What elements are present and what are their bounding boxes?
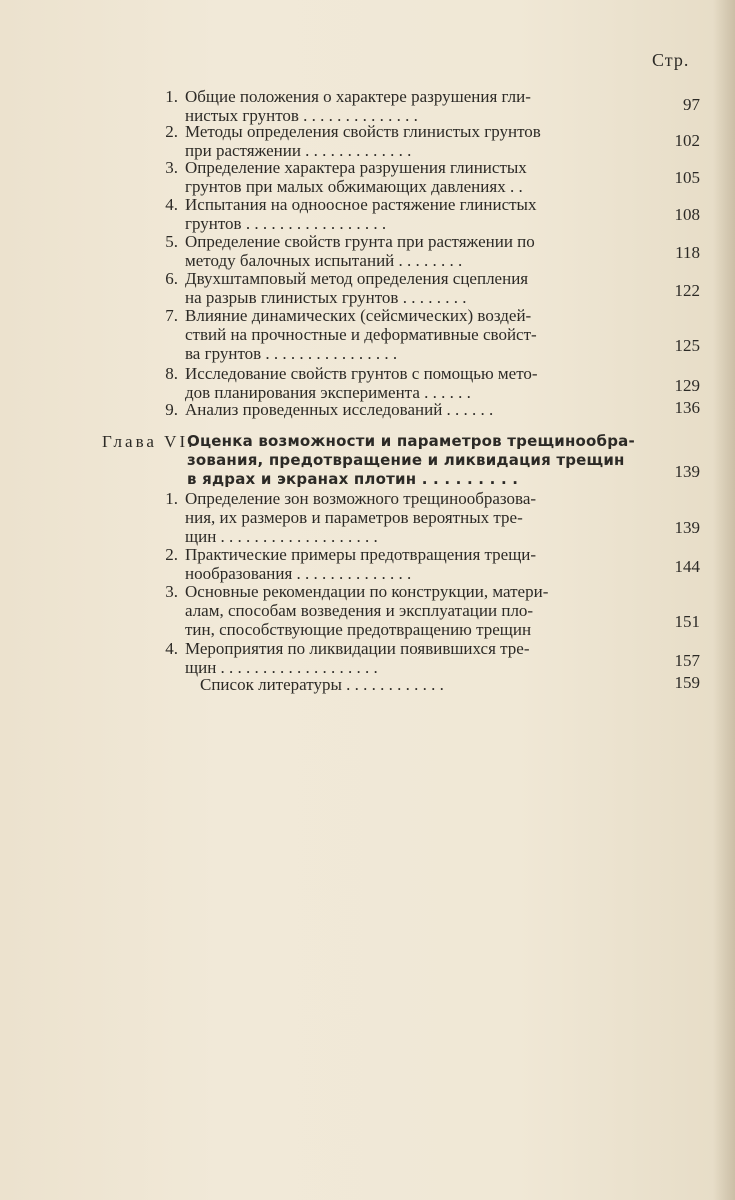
entry-line: Определение характера разрушения глинистых <box>185 158 527 177</box>
entry-page-number: 108 <box>674 205 700 224</box>
entry-page-number: 118 <box>675 243 700 262</box>
entry-page-number: 159 <box>674 673 700 692</box>
entry-page-number: 144 <box>674 557 700 576</box>
entry-line: Мероприятия по ликвидации появившихся тре- <box>185 639 530 658</box>
entry-number: 4. <box>165 195 178 214</box>
entry-line: ствий на прочностные и деформативные свойст- <box>185 325 537 344</box>
entry-line: грунтов . . . . . . . . . . . . . . . . . <box>185 214 387 233</box>
chapter-title-line: зования, предотвращение и ликвидация трещин <box>187 451 625 469</box>
entry-title <box>185 158 527 196</box>
entry-line: Практические примеры предотвращения трещи- <box>185 545 537 564</box>
chapter-label: Глава VI. <box>102 432 196 451</box>
entry-line: Методы определения свойств глинистых грунтов <box>185 122 541 141</box>
entry-page-number: 139 <box>674 518 700 537</box>
entry-number: 8. <box>165 364 178 383</box>
entry-title <box>185 232 535 270</box>
entry-line: тин, способствующие предотвращению трещин <box>185 620 532 639</box>
entry-title <box>185 122 541 160</box>
entry-number: 7. <box>165 306 178 325</box>
entry-number: 3. <box>165 158 178 177</box>
entry-line: дов планирования эксперимента . . . . . . <box>185 383 471 402</box>
entry-number: 1. <box>165 489 178 508</box>
entry-title <box>185 269 528 307</box>
entry-number: 6. <box>165 269 178 288</box>
entry-number: 2. <box>165 545 178 564</box>
entry-line: Определение свойств грунта при растяжении по <box>185 232 535 251</box>
chapter-page-number: 139 <box>674 462 700 481</box>
entry-number: 1. <box>165 87 178 106</box>
entry-title <box>185 87 531 125</box>
entry-line: Определение зон возможного трещинообразова- <box>185 489 537 508</box>
entry-number: 2. <box>165 122 178 141</box>
entry-page-number: 97 <box>683 95 700 114</box>
entry-title <box>185 306 537 363</box>
entry-line: Основные рекомендации по конструкции, матери- <box>185 582 549 601</box>
entry-line: Исследование свойств грунтов с помощью мето- <box>185 364 538 383</box>
entry-title <box>185 489 536 546</box>
entry-line: при растяжении . . . . . . . . . . . . . <box>185 141 412 160</box>
entry-number: 4. <box>165 639 178 658</box>
entry-number: 3. <box>165 582 178 601</box>
entry-page-number: 136 <box>674 398 700 417</box>
entry-title <box>185 364 538 402</box>
entry-line: ва грунтов . . . . . . . . . . . . . . . . <box>185 344 398 363</box>
entry-line: ния, их размеров и параметров вероятных тре- <box>185 508 523 527</box>
entry-number: 5. <box>165 232 178 251</box>
entry-page-number: 125 <box>674 336 700 355</box>
entry-page-number: 122 <box>674 281 700 300</box>
entry-title <box>185 582 548 639</box>
spine-shadow <box>713 0 735 1200</box>
entry-line: Испытания на одноосное растяжение глинистых <box>185 195 537 214</box>
entry-line: нистых грунтов . . . . . . . . . . . . . . <box>185 106 418 125</box>
entry-line: на разрыв глинистых грунтов . . . . . . . . <box>185 288 467 307</box>
entry-line: щин . . . . . . . . . . . . . . . . . . . <box>185 658 378 677</box>
entry-title <box>200 675 444 694</box>
entry-line: Общие положения о характере разрушения гли- <box>185 87 531 106</box>
entry-line: нообразования . . . . . . . . . . . . . . <box>185 564 412 583</box>
page-column-header: Стр. <box>652 50 690 70</box>
entry-line: Двухштамповый метод определения сцепления <box>185 269 529 288</box>
entry-title <box>185 545 536 583</box>
entry-line: Список литературы . . . . . . . . . . . . <box>200 675 444 694</box>
entry-line: алам, способам возведения и эксплуатации пло- <box>185 601 534 620</box>
chapter-title-line: Оценка возможности и параметров трещинообра- <box>187 432 635 450</box>
entry-title <box>185 400 493 419</box>
chapter-title <box>187 432 635 489</box>
entry-line: Анализ проведенных исследований . . . . . . <box>185 400 494 419</box>
entry-title <box>185 639 530 677</box>
entry-page-number: 157 <box>674 651 700 670</box>
entry-page-number: 151 <box>674 612 700 631</box>
entry-line: щин . . . . . . . . . . . . . . . . . . . <box>185 527 378 546</box>
entry-line: грунтов при малых обжимающих давлениях . . <box>185 177 523 196</box>
entry-page-number: 102 <box>674 131 700 150</box>
chapter-title-line: в ядрах и экранах плотин . . . . . . . . . <box>187 470 519 488</box>
entry-line: Влияние динамических (сейсмических) воздей- <box>185 306 532 325</box>
entry-page-number: 105 <box>674 168 700 187</box>
entry-page-number: 129 <box>674 376 700 395</box>
entry-line: методу балочных испытаний . . . . . . . . <box>185 251 463 270</box>
entry-number: 9. <box>165 400 178 419</box>
entry-title <box>185 195 536 233</box>
